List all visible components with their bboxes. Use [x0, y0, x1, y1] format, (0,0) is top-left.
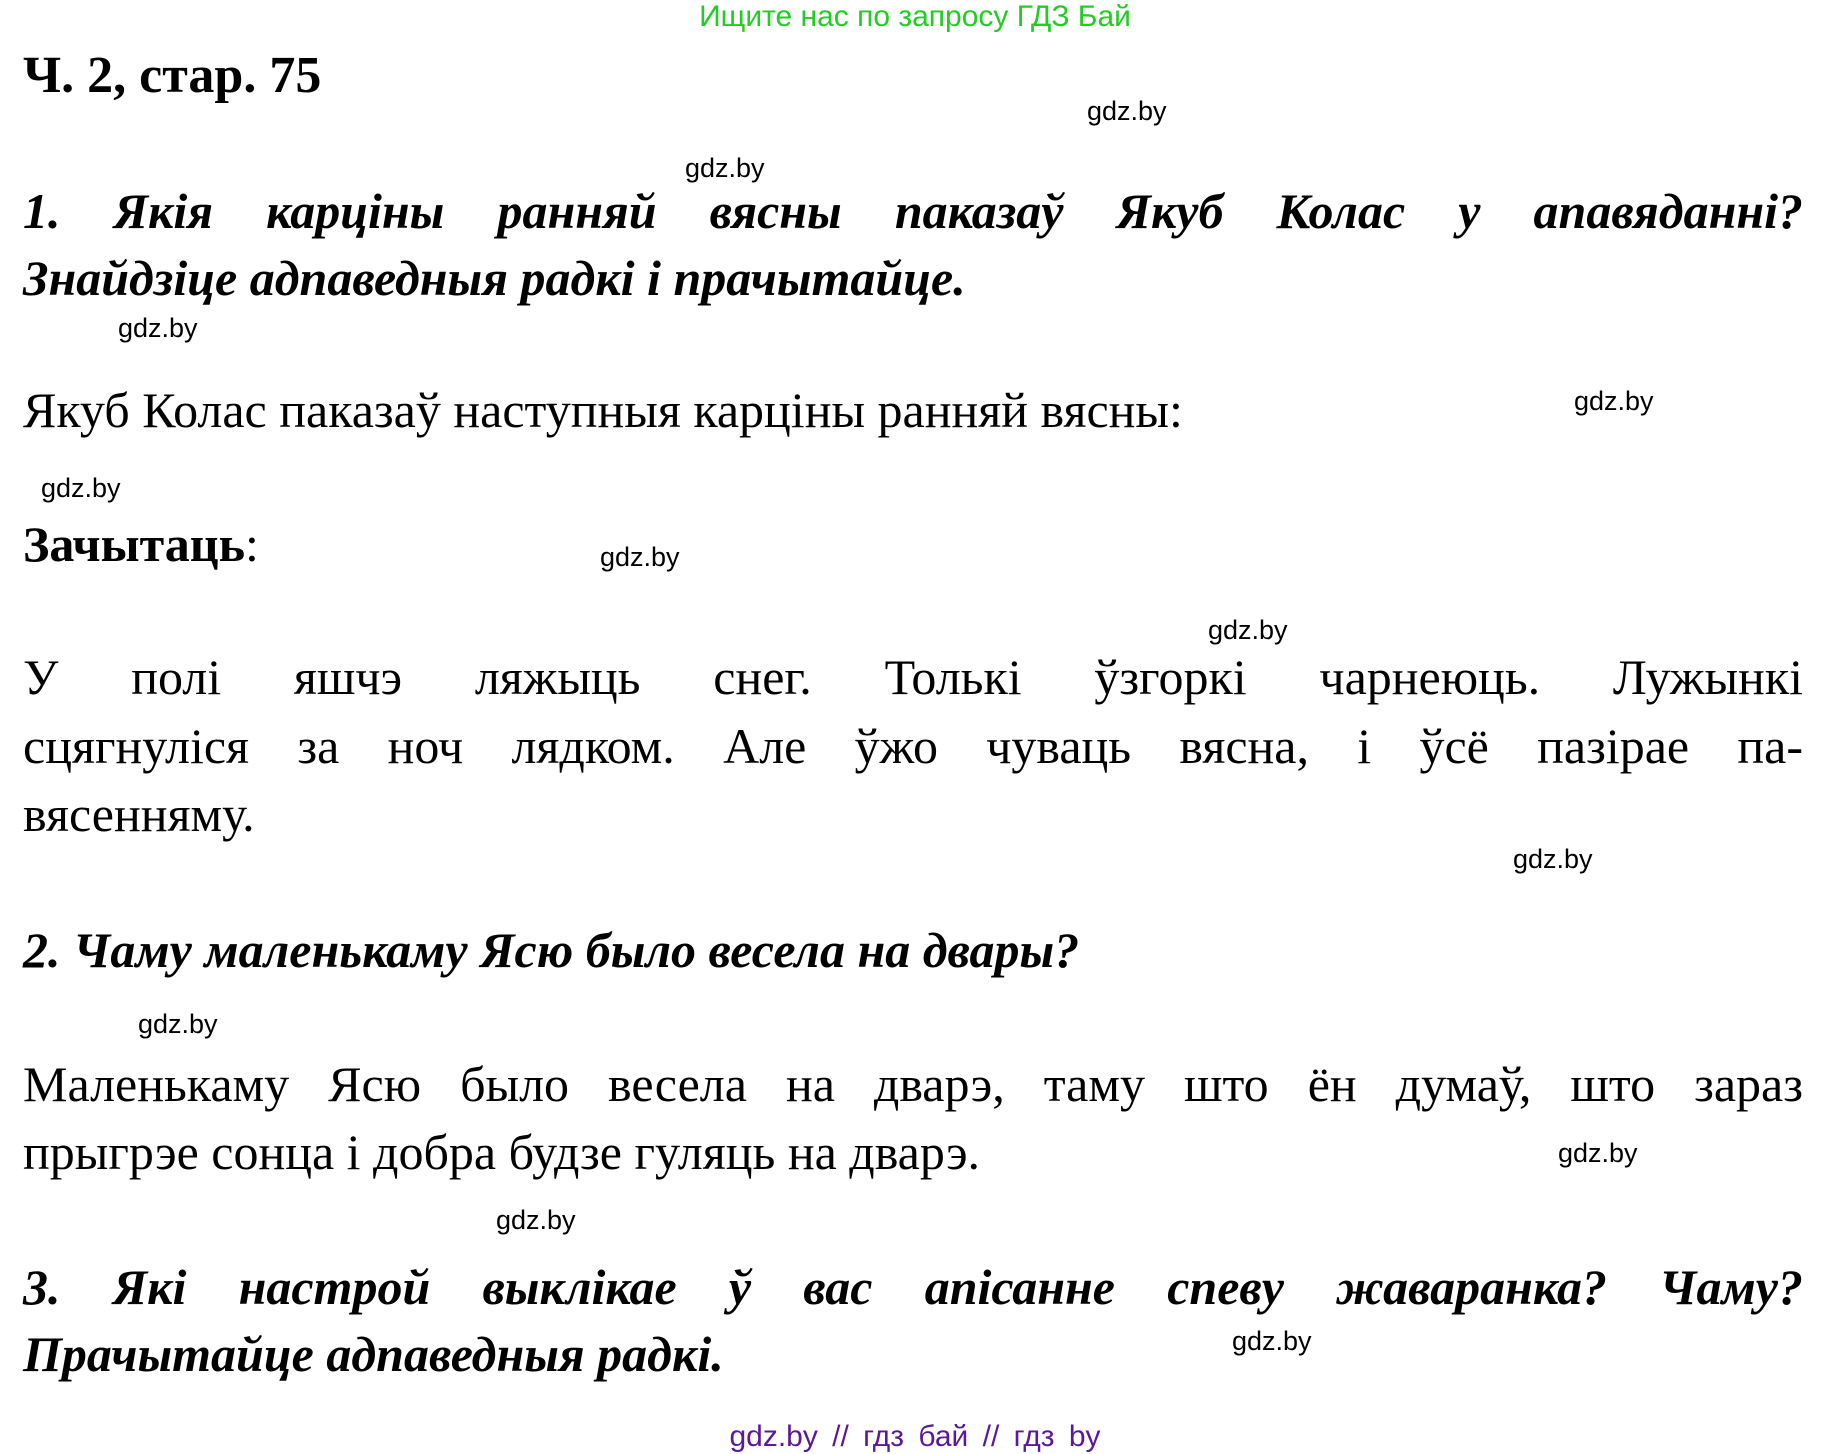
read-colon: :	[245, 516, 259, 572]
answer-2-line-2: прыгрэе сонца і добра будзе гуляць на дварэ.	[23, 1124, 981, 1180]
watermark: gdz.by	[496, 1205, 576, 1235]
quote-line-3: вясенняму.	[23, 786, 255, 842]
question-1-line-2: Знайдзіце адпаведныя радкі і прачытайце.	[23, 250, 966, 306]
watermark: gdz.by	[118, 313, 198, 343]
watermark: gdz.by	[1558, 1138, 1638, 1168]
watermark: gdz.by	[1087, 96, 1167, 126]
question-1-line-1: 1. Якія карціны ранняй вясны паказаў Якуб Колас у апавяданні?	[23, 183, 1803, 239]
watermark: gdz.by	[1513, 844, 1593, 874]
page-title: Ч. 2, стар. 75	[23, 47, 322, 104]
quote-line-1: У полі яшчэ ляжыць снег. Толькі ўзгоркі чарнеюць. Лужынкі	[23, 649, 1803, 705]
watermark: gdz.by	[1208, 615, 1288, 645]
search-hint-banner: Ищите нас по запросу ГДЗ Бай	[699, 0, 1131, 33]
watermark: gdz.by	[600, 542, 680, 572]
question-2: 2. Чаму маленькаму Ясю было весела на двары?	[23, 922, 1080, 978]
answer-1-text: Якуб Колас паказаў наступныя карціны ранняй вясны:	[23, 382, 1183, 438]
question-3-line-1: 3. Які настрой выклікае ў вас апісанне спеву жаваранка? Чаму?	[23, 1259, 1803, 1315]
question-3-line-2: Прачытайце адпаведныя радкі.	[23, 1326, 724, 1382]
answer-2-line-1: Маленькаму Ясю было весела на дварэ, таму што ён думаў, што зараз	[23, 1056, 1803, 1112]
watermark: gdz.by	[1574, 386, 1654, 416]
quote-line-2: сцягнуліся за ноч лядком. Але ўжо чуваць вясна, і ўсё пазірае па-	[23, 718, 1803, 774]
watermark: gdz.by	[41, 473, 121, 503]
read-label-row	[23, 516, 259, 572]
watermark: gdz.by	[138, 1009, 218, 1039]
read-label: Зачытаць	[23, 516, 246, 572]
watermark: gdz.by	[685, 153, 765, 183]
watermark: gdz.by	[1232, 1326, 1312, 1356]
footer-links: gdz.by // гдз бай // гдз by	[729, 1420, 1101, 1453]
